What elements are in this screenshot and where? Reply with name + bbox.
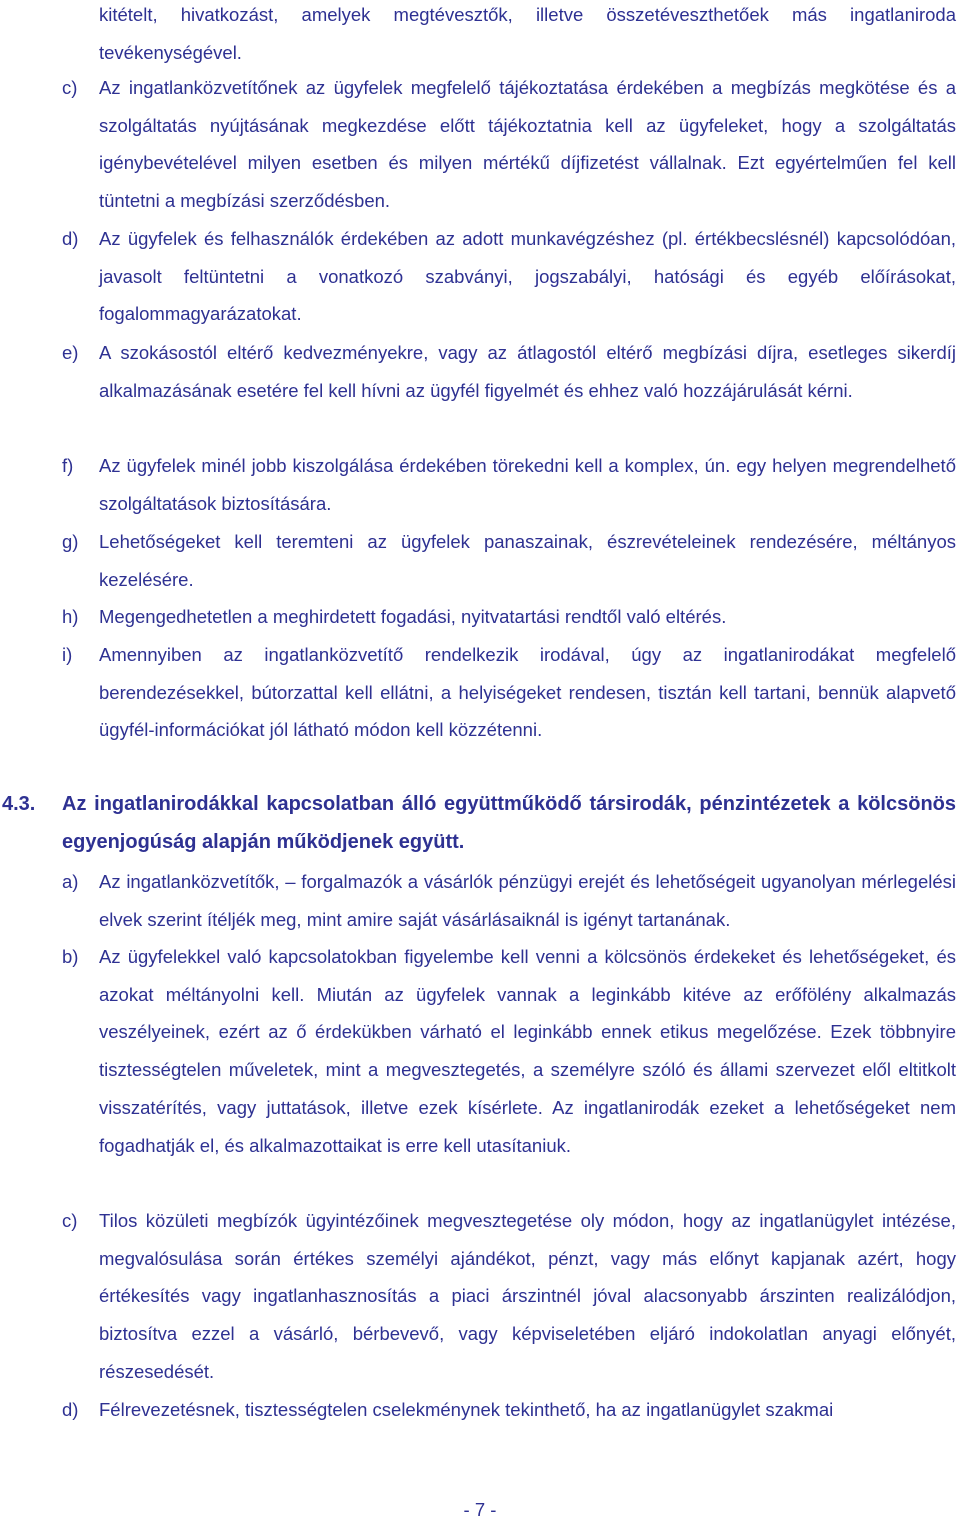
list-item-h bbox=[62, 598, 956, 636]
list-item-text: Lehetőségeket kell teremteni az ügyfelek panaszainak, észrevételeinek rendezésére, méltányos kezelésére. bbox=[99, 531, 956, 590]
list-item-text: Az ingatlanközvetítők, – forgalmazók a vásárlók pénzügyi erejét és lehetőségeit ugyanolyan mérlegelési elvek szerint ítéljék meg, mint amire saját vásárlásaiknál is igényt tartanának. bbox=[99, 871, 956, 930]
list-item-letter: d) bbox=[62, 228, 79, 249]
list-item-text: A szokásostól eltérő kedvezményekre, vagy az átlagostól eltérő megbízási díjra, esetleges sikerdíj alkalmazásának esetére fel kell hívni az ügyfél figyelmét és ehhez való hozzájárulását kérni. bbox=[99, 342, 956, 401]
page-number: - 7 - bbox=[463, 1499, 497, 1520]
list-item-text: Tilos közületi megbízók ügyintézőinek megvesztegetése oly módon, hogy az ingatlanügylet intézése, megvalósulása során értékes személyi ajándékot, pénzt, vagy más előnyt kapjanak azért, hogy értékesítés vagy ingatlanhasznosítás a piaci árszintnél jóval alacsonyabb árszinten realizálódjon, biztosítva ezzel a vásárló, bérbevevő, vagy képviseletében eljáró indokolatlan anyagi előnyét, részesedését. bbox=[99, 1210, 956, 1382]
list-item-b bbox=[62, 938, 956, 1164]
section-heading bbox=[2, 786, 956, 861]
list-item-d bbox=[62, 220, 956, 333]
list-item-e bbox=[62, 334, 956, 409]
section-number: 4.3. bbox=[2, 793, 36, 815]
list-item-text: Az ügyfelek és felhasználók érdekében az adott munkavégzéshez (pl. értékbecslésnél) kapcsolódóan, javasolt feltüntetni a vonatkozó szabványi, jogszabályi, hatósági és egyéb előírásokat, fogalommagyarázatokat. bbox=[99, 228, 956, 325]
list-item-c bbox=[62, 69, 956, 220]
list-item-d-second bbox=[62, 1391, 956, 1429]
list-item-text: Megengedhetetlen a meghirdetett fogadási, nyitvatartási rendtől való eltérés. bbox=[99, 606, 727, 627]
list-item-letter: h) bbox=[62, 606, 79, 627]
list-item-letter: d) bbox=[62, 1399, 79, 1420]
section-title: Az ingatlanirodákkal kapcsolatban álló együttműködő társirodák, pénzintézetek a kölcsönös egyenjogúság alapján működjenek együtt. bbox=[62, 793, 956, 853]
list-item-letter: f) bbox=[62, 455, 74, 476]
list-item-text: Az ingatlanközvetítőnek az ügyfelek megfelelő tájékoztatása érdekében a megbízás megkötése és a szolgáltatás nyújtásának megkezdése előtt tájékoztatnia kell az ügyfeleket, hogy a szolgáltatás igénybevételével milyen esetben és milyen mértékű díjfizetést vállalnak. Ezt egyértelműen fel kell tüntetni a megbízási szerződésben. bbox=[99, 77, 956, 212]
list-item-letter: c) bbox=[62, 1210, 78, 1231]
list-item-a bbox=[62, 863, 956, 938]
list-item-letter: a) bbox=[62, 871, 79, 892]
list-item-text: Amennyiben az ingatlanközvetítő rendelkezik irodával, úgy az ingatlanirodákat megfelelő berendezésekkel, bútorzattal kell ellátni, a helyiségeket rendesen, tisztán kell tartani, bennük alapvető ügyfél-információkat jól látható módon kell közzétenni. bbox=[99, 644, 956, 741]
list-item-text: Az ügyfelek minél jobb kiszolgálása érdekében törekedni kell a komplex, ún. egy helyen megrendelhető szolgáltatások biztosítására. bbox=[99, 455, 956, 514]
list-item-letter: i) bbox=[62, 644, 73, 665]
list-item-text: Félrevezetésnek, tisztességtelen cselekménynek tekinthető, ha az ingatlanügylet szakmai bbox=[99, 1399, 834, 1420]
list-item-letter: b) bbox=[62, 946, 79, 967]
list-item-f bbox=[62, 447, 956, 522]
list-item-i bbox=[62, 636, 956, 749]
list-item-letter: c) bbox=[62, 77, 78, 98]
list-item-c-second bbox=[62, 1202, 956, 1391]
continuation-paragraph: kitételt, hivatkozást, amelyek megtévesztők, illetve összetéveszthetőek más ingatlaniroda tevékenységével. bbox=[99, 4, 956, 63]
list-item-g bbox=[62, 523, 956, 598]
list-item-text: Az ügyfelekkel való kapcsolatokban figyelembe kell venni a kölcsönös érdekeket és lehetőségeket, és azokat méltányolni kell. Miután az ügyfelek vannak a leginkább kitéve az erőfölény alkalmazás veszélyeinek, ezért az ő érdekükben várható el leginkább ennek etikus megelőzése. Ezek többnyire tisztességtelen műveletek, mint a megvesztegetés, a személyre szóló és állami szervezet elől eltitkolt visszatérítés, vagy juttatások, illetve ezek kísérlete. Az ingatlanirodák ezeket a lehetőségeket nem fogadhatják el, és alkalmazottaikat is erre kell utasítaniuk. bbox=[99, 946, 956, 1156]
list-item-letter: e) bbox=[62, 342, 79, 363]
list-item-letter: g) bbox=[62, 531, 79, 552]
